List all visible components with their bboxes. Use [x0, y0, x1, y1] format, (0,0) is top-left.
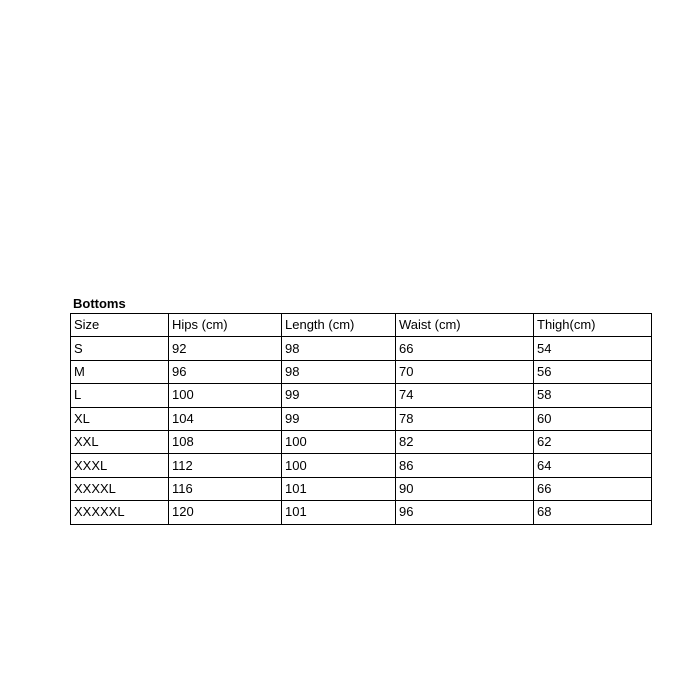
table-row — [71, 360, 652, 383]
cell-length: 100 — [282, 430, 396, 453]
cell-size: XL — [71, 407, 169, 430]
cell-thigh: 58 — [534, 384, 652, 407]
cell-length: 101 — [282, 477, 396, 500]
cell-hips: 100 — [169, 384, 282, 407]
cell-hips: 108 — [169, 430, 282, 453]
cell-waist: 74 — [396, 384, 534, 407]
cell-waist: 90 — [396, 477, 534, 500]
cell-hips: 120 — [169, 501, 282, 524]
cell-waist: 96 — [396, 501, 534, 524]
table-row — [71, 384, 652, 407]
header-length: Length (cm) — [282, 314, 396, 337]
cell-thigh: 54 — [534, 337, 652, 360]
cell-waist: 86 — [396, 454, 534, 477]
header-hips: Hips (cm) — [169, 314, 282, 337]
cell-size: XXXXL — [71, 477, 169, 500]
size-table — [70, 313, 652, 525]
cell-length: 101 — [282, 501, 396, 524]
table-row — [71, 407, 652, 430]
table-row — [71, 501, 652, 524]
cell-length: 98 — [282, 337, 396, 360]
cell-size: XXL — [71, 430, 169, 453]
header-waist: Waist (cm) — [396, 314, 534, 337]
cell-hips: 96 — [169, 360, 282, 383]
cell-size: XXXXXL — [71, 501, 169, 524]
cell-size: L — [71, 384, 169, 407]
cell-length: 100 — [282, 454, 396, 477]
cell-hips: 92 — [169, 337, 282, 360]
cell-waist: 82 — [396, 430, 534, 453]
table-row — [71, 337, 652, 360]
cell-thigh: 62 — [534, 430, 652, 453]
cell-thigh: 66 — [534, 477, 652, 500]
size-chart — [70, 296, 651, 525]
cell-length: 99 — [282, 407, 396, 430]
cell-thigh: 64 — [534, 454, 652, 477]
cell-size: XXXL — [71, 454, 169, 477]
cell-size: M — [71, 360, 169, 383]
cell-thigh: 60 — [534, 407, 652, 430]
header-thigh: Thigh(cm) — [534, 314, 652, 337]
cell-hips: 112 — [169, 454, 282, 477]
cell-thigh: 68 — [534, 501, 652, 524]
cell-thigh: 56 — [534, 360, 652, 383]
cell-hips: 116 — [169, 477, 282, 500]
cell-waist: 66 — [396, 337, 534, 360]
header-row — [71, 314, 652, 337]
cell-size: S — [71, 337, 169, 360]
table-title: Bottoms — [73, 296, 126, 311]
table-row — [71, 430, 652, 453]
cell-waist: 78 — [396, 407, 534, 430]
cell-waist: 70 — [396, 360, 534, 383]
header-size: Size — [71, 314, 169, 337]
cell-hips: 104 — [169, 407, 282, 430]
table-row — [71, 477, 652, 500]
cell-length: 99 — [282, 384, 396, 407]
cell-length: 98 — [282, 360, 396, 383]
table-row — [71, 454, 652, 477]
